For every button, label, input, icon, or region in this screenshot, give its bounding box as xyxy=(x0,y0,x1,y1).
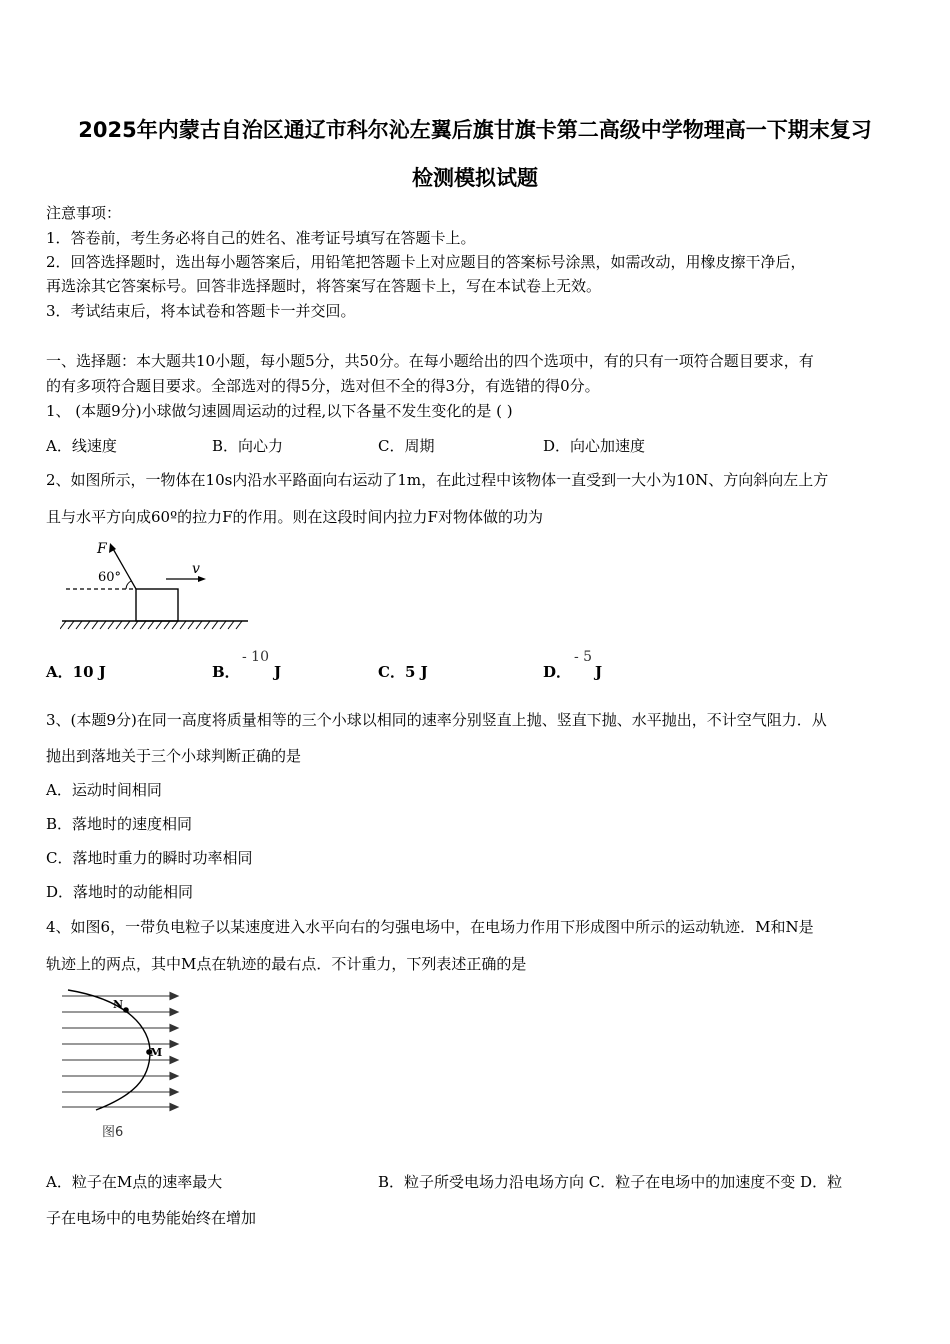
q1-option-b: B．向心力 xyxy=(212,437,284,455)
point-m-label: M xyxy=(150,1046,163,1059)
q2-option-d: D． xyxy=(543,663,572,681)
figure-caption: 图6 xyxy=(102,1125,124,1140)
q1-stem: 1、 (本题9分)小球做匀速圆周运动的过程,以下各量不发生变化的是 ( ) xyxy=(46,402,513,420)
block-shape xyxy=(136,589,178,621)
q4-options-bcd: B．粒子所受电场力沿电场方向 C．粒子在电场中的加速度不变 D．粒 xyxy=(378,1173,843,1191)
notice-heading: 注意事项： xyxy=(46,204,122,222)
q2-option-c: C．5 J xyxy=(378,663,428,681)
q3-option-b: B．落地时的速度相同 xyxy=(46,815,193,833)
angle-label: 60° xyxy=(98,570,122,585)
q1-option-d: D．向心加速度 xyxy=(543,437,646,455)
q4-stem-line2: 轨迹上的两点，其中M点在轨迹的最右点．不计重力，下列表述正确的是 xyxy=(46,955,527,973)
q2-option-a: A．10 J xyxy=(46,663,106,681)
q2-option-b: B． xyxy=(212,663,240,681)
q4-option-d-continued: 子在电场中的电势能始终在增加 xyxy=(46,1209,257,1227)
q3-option-d: D．落地时的动能相同 xyxy=(46,883,194,901)
notice-item-2a: 2．回答选择题时，选出每小题答案后，用铅笔把答题卡上对应题目的答案标号涂黑，如需改动，用橡皮擦干净后， xyxy=(46,253,806,271)
q2-stem-line2: 且与水平方向成60º的拉力F的作用。则在这段时间内拉力F对物体做的功为 xyxy=(46,508,543,526)
notice-item-1: 1．答卷前，考生务必将自己的姓名、准考证号填写在答题卡上。 xyxy=(46,229,476,247)
force-label: F xyxy=(97,541,107,557)
velocity-label: v xyxy=(192,561,200,577)
q3-stem-line2: 抛出到落地关于三个小球判断正确的是 xyxy=(46,747,302,765)
q2-option-b-unit: J xyxy=(274,663,282,681)
q2-stem-line1: 2、如图所示，一物体在10s内沿水平路面向右运动了1m，在此过程中该物体一直受到一大小为10N、方向斜向左上方 xyxy=(46,471,829,489)
q2-option-d-value: - 5 xyxy=(574,649,593,665)
point-n-label: N xyxy=(113,998,124,1011)
q2-force-diagram xyxy=(60,535,260,635)
section-intro-line1: 一、选择题：本大题共10小题，每小题5分，共50分。在每小题给出的四个选项中，有的只有一项符合题目要求，有 xyxy=(46,352,814,370)
q4-field-diagram xyxy=(58,986,188,1146)
q4-stem-line1: 4、如图6，一带负电粒子以某速度进入水平向右的匀强电场中，在电场力作用下形成图中所示的运动轨迹．M和N是 xyxy=(46,918,814,936)
point-n xyxy=(123,1007,129,1013)
notice-item-3: 3．考试结束后，将本试卷和答题卡一并交回。 xyxy=(46,302,356,320)
q3-stem-line1: 3、(本题9分)在同一高度将质量相等的三个小球以相同的速率分别竖直上抛、竖直下抛、水平抛出，不计空气阻力．从 xyxy=(46,711,827,729)
notice-item-2b: 再选涂其它答案标号。回答非选择题时，将答案写在答题卡上，写在本试卷上无效。 xyxy=(46,277,602,295)
exam-title-line1: 2025年内蒙古自治区通辽市科尔沁左翼后旗甘旗卡第二高级中学物理高一下期末复习 xyxy=(78,118,872,142)
q3-option-c: C．落地时重力的瞬时功率相同 xyxy=(46,849,253,867)
section-intro-line2: 的有多项符合题目要求。全部选对的得5分，选对但不全的得3分，有选错的得0分。 xyxy=(46,377,600,395)
q1-option-c: C．周期 xyxy=(378,437,435,455)
q2-option-b-value: - 10 xyxy=(242,649,269,665)
exam-title-line2: 检测模拟试题 xyxy=(412,166,538,190)
q2-option-d-unit: J xyxy=(595,663,603,681)
q4-option-a: A．粒子在M点的速率最大 xyxy=(46,1173,223,1191)
q3-option-a: A．运动时间相同 xyxy=(46,781,162,799)
q1-option-a: A．线速度 xyxy=(46,437,117,455)
